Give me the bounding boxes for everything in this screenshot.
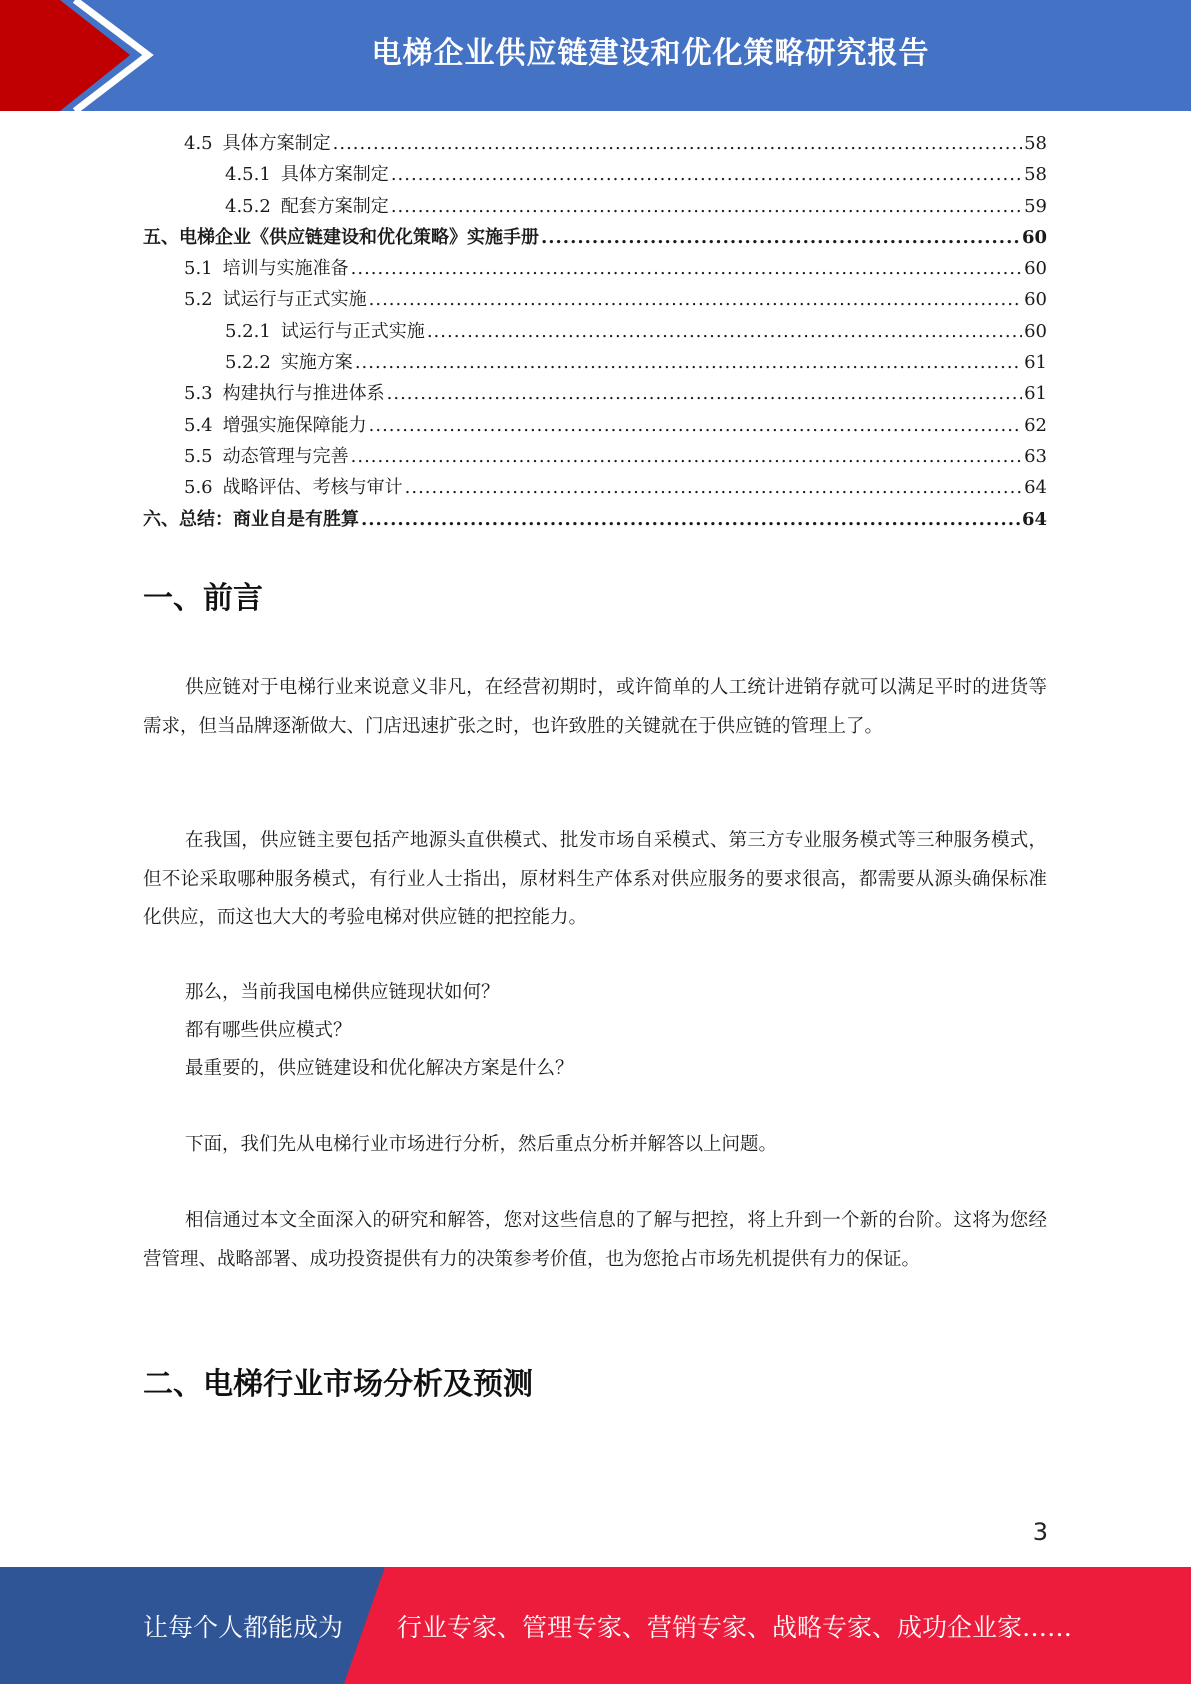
page-number: 3: [1032, 1518, 1048, 1546]
toc-entry[interactable]: [143, 253, 1047, 284]
footer-band: [0, 1567, 1191, 1684]
toc-entry-title: 动态管理与完善: [222, 445, 349, 467]
toc-entry[interactable]: [143, 504, 1047, 535]
toc-entry-number: 5.4: [184, 414, 213, 436]
toc-entry-number: 5.2.1: [225, 320, 271, 342]
toc-entry-title: 构建执行与推进体系: [222, 383, 385, 405]
toc-leader-dots: [391, 191, 1022, 222]
toc-entry-page: 60: [1021, 226, 1047, 248]
paragraph-4: 相信通过本文全面深入的研究和解答，您对这些信息的了解与把控，将上升到一个新的台阶。这将为您经营管理、战略部署、成功投资提供有力的决策参考价值，也为您抢占市场先机提供有力的保证。: [143, 1210, 1047, 1270]
toc-entry-page: 58: [1024, 133, 1047, 154]
toc-entry-title: 培训与实施准备: [222, 258, 349, 280]
toc-entry-page: 61: [1024, 383, 1047, 405]
toc-entry-number: 4.5.2: [225, 195, 271, 217]
toc-entry[interactable]: [143, 472, 1047, 503]
footer-slogan-right: 行业专家、管理专家、营销专家、战略专家、成功企业家……: [397, 1612, 1073, 1642]
toc-entry-title: 实施方案: [280, 352, 353, 374]
toc-leader-dots: [369, 410, 1022, 441]
toc-entry[interactable]: [143, 316, 1047, 347]
toc-entry-number: 4.5.1: [225, 164, 271, 186]
toc-entry-title: 五、电梯企业《供应链建设和优化策略》实施手册: [143, 226, 539, 248]
toc-entry[interactable]: [143, 128, 1047, 159]
toc-entry-number: 5.3: [184, 383, 213, 405]
toc-entry-title: 试运行与正式实施: [222, 289, 367, 311]
toc-entry-page: 59: [1024, 195, 1047, 217]
toc-entry-title: 增强实施保障能力: [222, 414, 367, 436]
paragraph-1: 供应链对于电梯行业来说意义非凡，在经营初期时，或许简单的人工统计进销存就可以满足平时的进货等需求，但当品牌逐渐做大、门店迅速扩张之时，也许致胜的关键就在于供应链的管理上了。: [143, 677, 1047, 737]
toc-entry-title: 试运行与正式实施: [280, 320, 425, 342]
toc-entry[interactable]: [143, 410, 1047, 441]
toc-entry-title: 具体方案制定: [280, 164, 389, 186]
toc-leader-dots: [361, 504, 1020, 535]
toc-leader-dots: [427, 316, 1022, 347]
toc-entry[interactable]: [143, 191, 1047, 222]
toc-entry-title: 具体方案制定: [222, 133, 331, 154]
toc-entry-page: 61: [1024, 352, 1047, 374]
section-heading-market-analysis: 二、电梯行业市场分析及预测: [143, 1367, 533, 1402]
toc-entry-page: 60: [1024, 320, 1047, 342]
header-band: [0, 0, 1191, 111]
toc-leader-dots: [333, 128, 1022, 159]
toc-leader-dots: [391, 159, 1022, 190]
toc-entry[interactable]: [143, 378, 1047, 409]
toc-entry-number: 5.6: [184, 477, 213, 499]
paragraph-2: 在我国，供应链主要包括产地源头直供模式、批发市场自采模式、第三方专业服务模式等三种服务模式，但不论采取哪种服务模式，有行业人士指出，原材料生产体系对供应服务的要求很高，都需要从源头确保标准化供应，而这也大大的考验电梯对供应链的把控能力。: [143, 830, 1047, 928]
toc-entry[interactable]: [143, 441, 1047, 472]
toc-leader-dots: [369, 284, 1022, 315]
toc-entry-page: 64: [1024, 477, 1047, 499]
toc-entry-page: 64: [1021, 508, 1047, 530]
toc-leader-dots: [405, 472, 1022, 503]
toc-entry-page: 63: [1024, 445, 1047, 467]
toc-entry[interactable]: [143, 347, 1047, 378]
report-title: 电梯企业供应链建设和优化策略研究报告: [371, 36, 930, 71]
toc-entry-page: 60: [1024, 289, 1047, 311]
toc-entry-title: 配套方案制定: [280, 195, 389, 217]
toc-entry-page: 62: [1024, 414, 1047, 436]
toc-leader-dots: [355, 347, 1022, 378]
toc-entry-page: 60: [1024, 258, 1047, 280]
toc-entry-number: 5.2: [184, 289, 213, 311]
toc-entry[interactable]: [143, 159, 1047, 190]
toc-entry-title: 六、总结：商业自是有胜算: [143, 508, 359, 530]
toc-leader-dots: [351, 441, 1022, 472]
toc-entry-number: 4.5: [184, 133, 213, 154]
toc-entry[interactable]: [143, 222, 1047, 253]
toc-entry-page: 58: [1024, 164, 1047, 186]
toc-entry-number: 5.5: [184, 445, 213, 467]
paragraph-3: 下面，我们先从电梯行业市场进行分析，然后重点分析并解答以上问题。: [185, 1134, 778, 1155]
header-red-arrow: [0, 0, 130, 111]
section-heading-preface: 一、前言: [143, 581, 263, 616]
question-3: 最重要的，供应链建设和优化解决方案是什么？: [185, 1058, 574, 1079]
toc-leader-dots: [351, 253, 1022, 284]
toc-entry-number: 5.1: [184, 258, 213, 280]
toc-entry[interactable]: [143, 284, 1047, 315]
table-of-contents: [143, 128, 1047, 535]
toc-leader-dots: [387, 378, 1022, 409]
toc-entry-number: 5.2.2: [225, 352, 271, 374]
footer-slogan-left: 让每个人都能成为: [143, 1612, 344, 1642]
question-2: 都有哪些供应模式？: [185, 1020, 352, 1041]
toc-leader-dots: [541, 222, 1020, 253]
question-1: 那么，当前我国电梯供应链现状如何？: [185, 982, 500, 1003]
toc-entry-title: 战略评估、考核与审计: [222, 477, 403, 499]
